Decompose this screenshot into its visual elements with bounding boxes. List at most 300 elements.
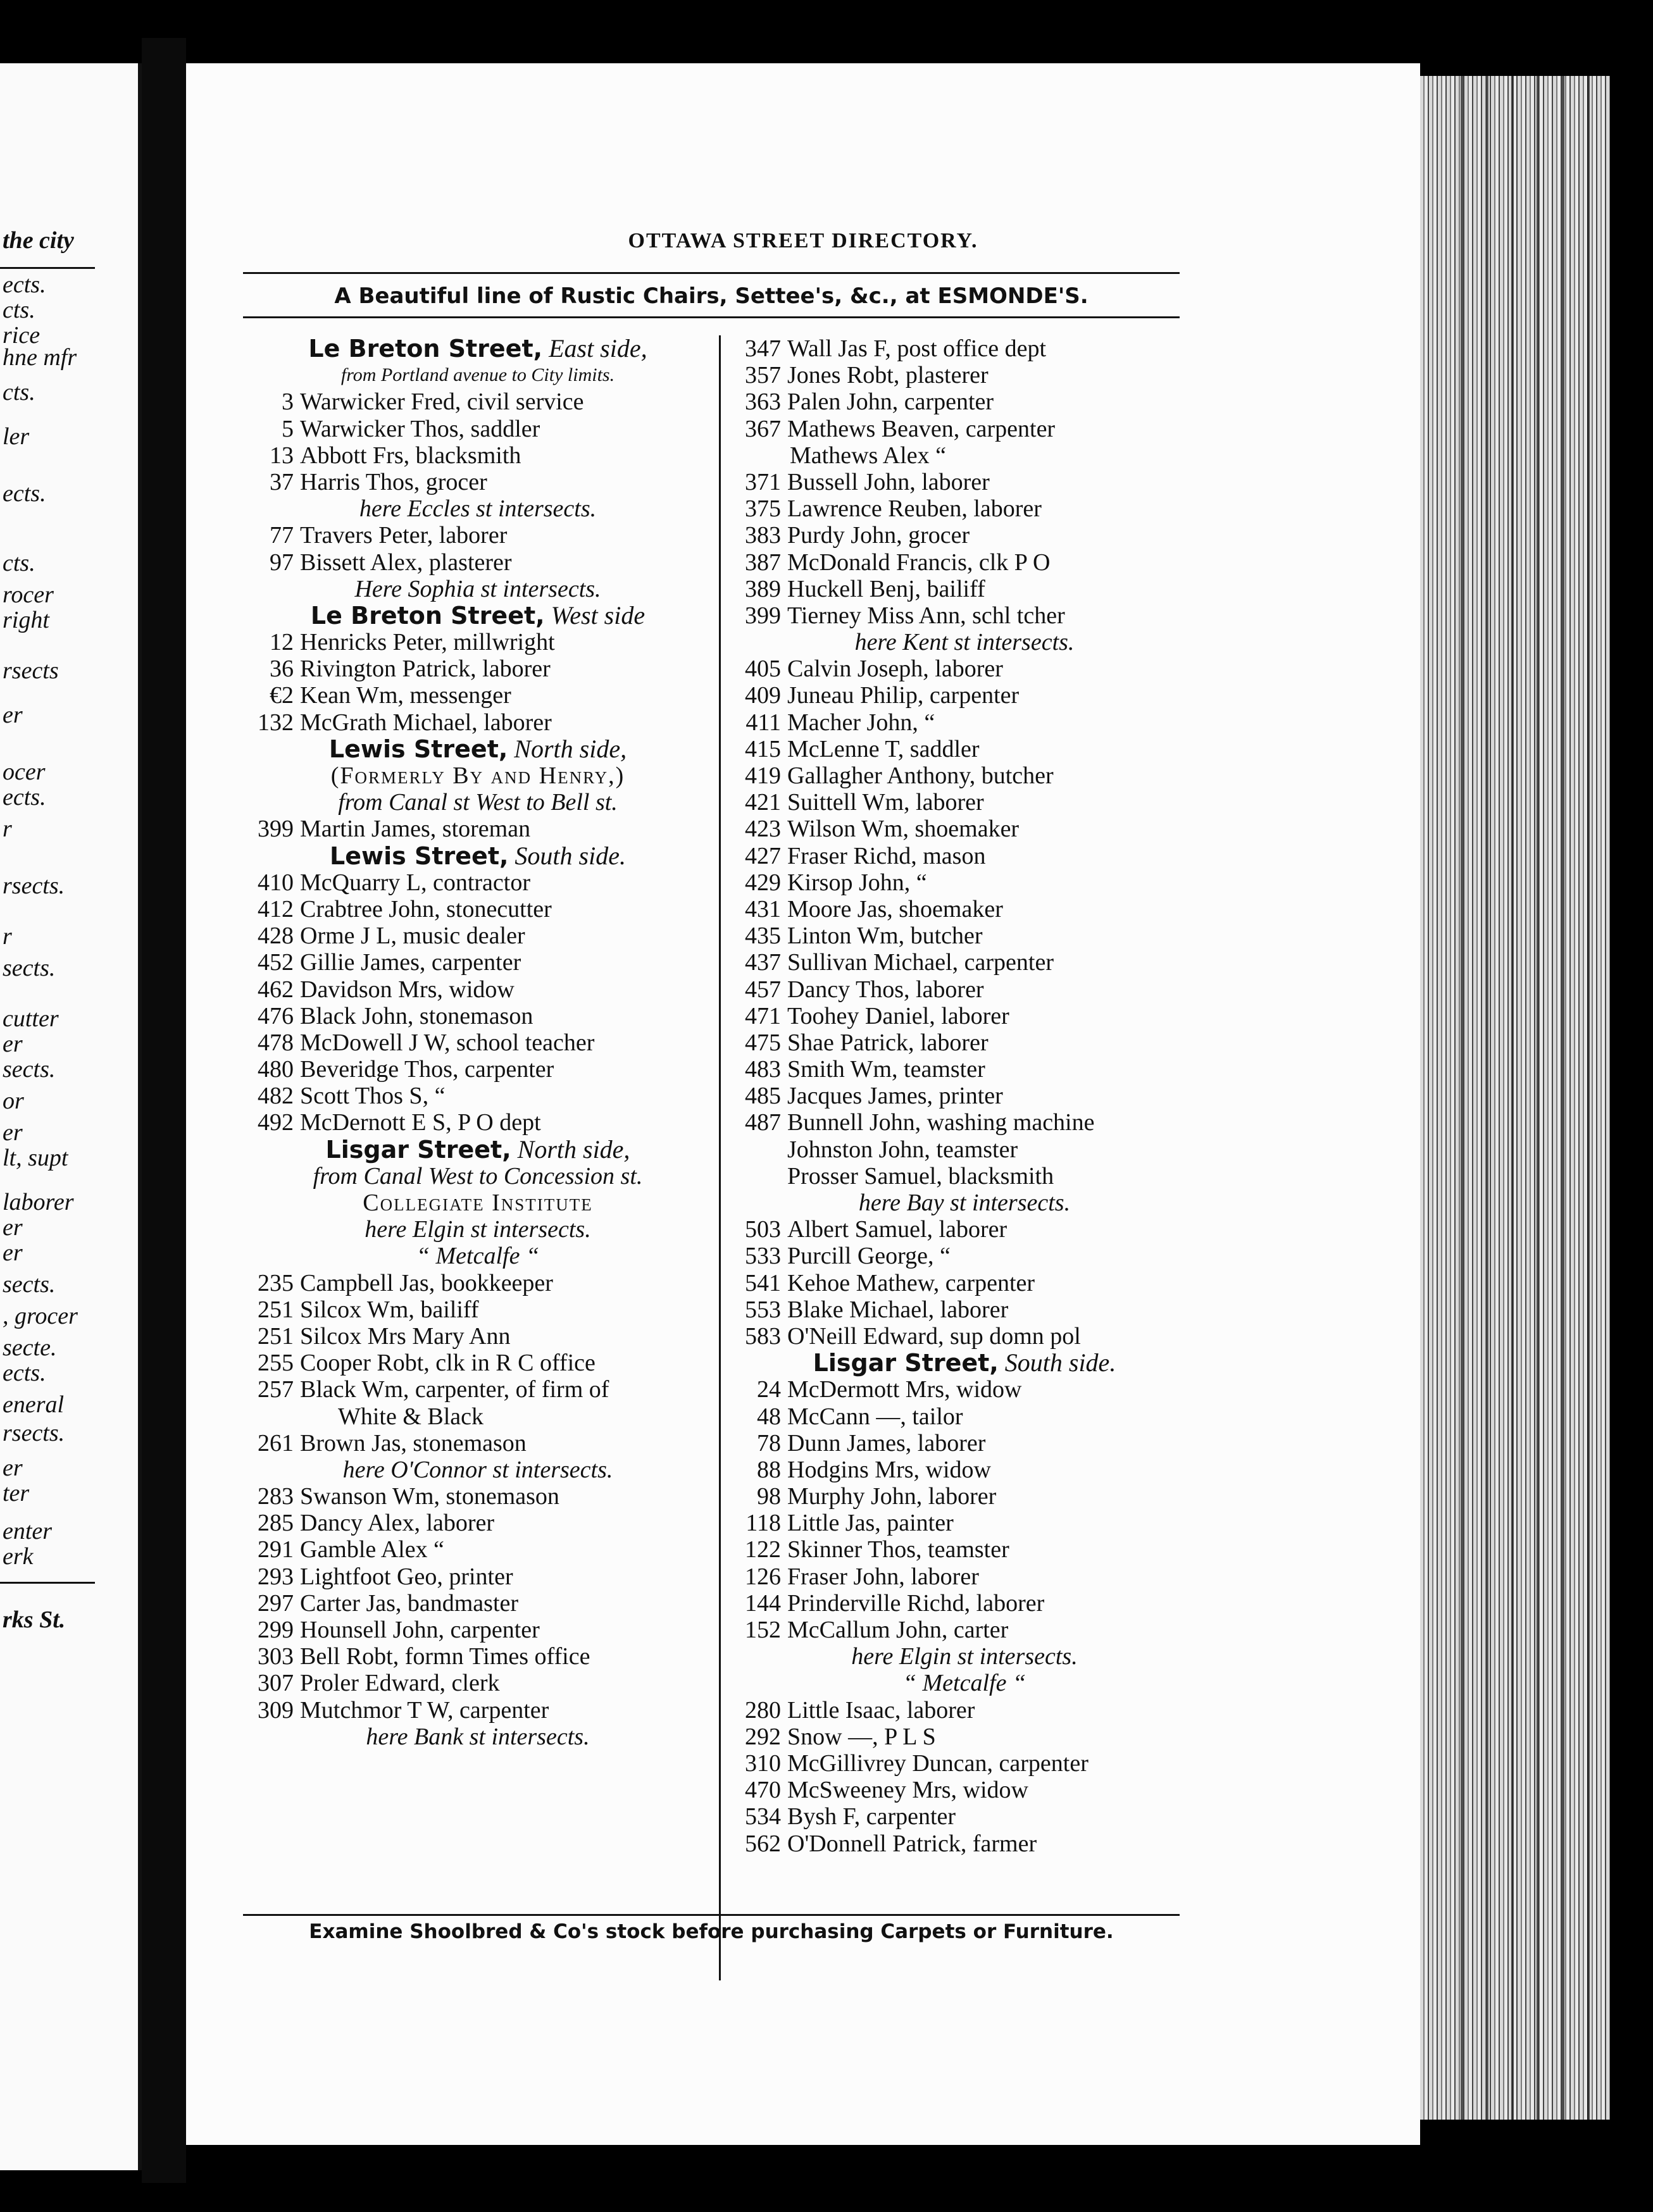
- house-number: 257: [258, 1376, 294, 1403]
- house-number: 251: [258, 1322, 294, 1350]
- directory-entry: [737, 682, 1192, 709]
- column-divider: [719, 335, 721, 1980]
- resident-entry: McSweeney Mrs, widow: [787, 1777, 1029, 1804]
- street-heading: [243, 1136, 713, 1163]
- directory-entry: [737, 1697, 1192, 1724]
- facing-page-fragment: rocer: [3, 581, 54, 608]
- street-extent: from Portland avenue to City limits.: [340, 364, 615, 386]
- directory-entry: [243, 1590, 713, 1617]
- intersection-note: “ Metcalfe “: [902, 1670, 1026, 1697]
- resident-entry: Rivington Patrick, laborer: [300, 656, 551, 683]
- facing-page-fragment: secte.: [3, 1334, 57, 1361]
- facing-page-fragment: er: [3, 702, 23, 728]
- facing-page-rule: [0, 1582, 95, 1584]
- intersection-note: here Bay st intersects.: [858, 1190, 1071, 1216]
- house-number: 487: [745, 1109, 781, 1136]
- house-number: 503: [745, 1216, 781, 1243]
- ad-bottom-rule: [243, 1914, 1180, 1916]
- resident-entry: McGrath Michael, laborer: [300, 709, 552, 736]
- directory-entry: [737, 949, 1192, 976]
- directory-entry: [243, 1323, 713, 1350]
- house-number: 363: [745, 388, 781, 416]
- resident-entry: Jones Robt, plasterer: [787, 362, 989, 389]
- directory-entry: [737, 869, 1192, 896]
- house-number: 383: [745, 522, 781, 549]
- directory-entry: [737, 789, 1192, 816]
- intersection-note: here Elgin st intersects.: [365, 1216, 591, 1243]
- street-side: South side.: [998, 1348, 1116, 1377]
- resident-entry: Mathews Beaven, carpenter: [787, 415, 1056, 442]
- house-number: 412: [258, 895, 294, 923]
- directory-entry: [737, 1483, 1192, 1510]
- house-number: 297: [258, 1589, 294, 1617]
- intersection-note: “ Metcalfe “: [416, 1243, 540, 1270]
- resident-entry: Orme J L, music dealer: [300, 923, 525, 950]
- street-heading: [243, 602, 713, 629]
- street-side: North side,: [508, 734, 627, 763]
- directory-entry: [737, 1457, 1192, 1483]
- house-number: 285: [258, 1510, 294, 1537]
- directory-entry: [737, 1323, 1192, 1350]
- intersection-note: Here Sophia st intersects.: [354, 575, 601, 602]
- intersection-note: here Kent st intersects.: [854, 629, 1075, 656]
- intersection-note: here Bank st intersects.: [366, 1723, 590, 1750]
- directory-entry: [737, 1270, 1192, 1296]
- directory-entry: [737, 1083, 1192, 1109]
- house-number: 419: [745, 762, 781, 789]
- house-number: 77: [270, 522, 294, 549]
- house-number: 389: [745, 575, 781, 602]
- house-number: 492: [258, 1109, 294, 1136]
- house-number: 48: [757, 1403, 781, 1430]
- house-number: 375: [745, 495, 781, 523]
- directory-entry: [243, 923, 713, 949]
- directory-entry: [243, 522, 713, 549]
- house-number: 307: [258, 1670, 294, 1697]
- facing-page-fragment: ter: [3, 1480, 30, 1507]
- resident-entry: Huckell Benj, bailiff: [787, 575, 985, 602]
- house-number: 88: [757, 1456, 781, 1483]
- house-number: 483: [745, 1056, 781, 1083]
- directory-entry: [737, 1136, 1192, 1163]
- resident-entry: Crabtree John, stonecutter: [300, 895, 552, 923]
- directory-page: [186, 63, 1420, 2145]
- house-number: 480: [258, 1056, 294, 1083]
- intersection-note: here O'Connor st intersects.: [342, 1456, 613, 1483]
- facing-page-fragment: ler: [3, 423, 30, 450]
- resident-entry: Blake Michael, laborer: [787, 1296, 1009, 1323]
- resident-entry: Kehoe Mathew, carpenter: [787, 1269, 1035, 1296]
- resident-entry: Fraser John, laborer: [787, 1563, 979, 1590]
- street-heading: [737, 1350, 1192, 1376]
- resident-entry: Gillie James, carpenter: [300, 949, 521, 976]
- resident-entry: Lawrence Reuben, laborer: [787, 495, 1042, 523]
- house-number: 410: [258, 869, 294, 896]
- directory-entry: [243, 976, 713, 1003]
- resident-entry: Davidson Mrs, widow: [300, 976, 515, 1003]
- house-number: 553: [745, 1296, 781, 1323]
- directory-entry: [737, 923, 1192, 949]
- directory-entry: [243, 1056, 713, 1083]
- resident-entry: Dancy Thos, laborer: [787, 976, 984, 1003]
- house-number: 251: [258, 1296, 294, 1323]
- facing-page-fragment: ocer: [3, 759, 46, 785]
- house-number: 475: [745, 1029, 781, 1056]
- house-number: 235: [258, 1269, 294, 1296]
- book-gutter: [142, 38, 186, 2183]
- facing-page-fragment: er: [3, 1119, 23, 1146]
- facing-page-fragment: er: [3, 1214, 23, 1241]
- directory-entry: [243, 896, 713, 923]
- resident-entry: Swanson Wm, stonemason: [300, 1483, 559, 1510]
- directory-entry: [243, 416, 713, 442]
- resident-entry: Moore Jas, shoemaker: [787, 895, 1003, 923]
- directory-entry: [737, 1510, 1192, 1536]
- house-number: 13: [270, 442, 294, 469]
- directory-column-left: [243, 335, 713, 1750]
- directory-entry: [243, 1563, 713, 1590]
- resident-entry: Cooper Robt, clk in R C office: [300, 1350, 596, 1377]
- resident-entry: Fraser Richd, mason: [787, 842, 986, 869]
- house-number: 427: [745, 842, 781, 869]
- facing-page-fragment: rsects: [3, 657, 59, 684]
- resident-entry: Prinderville Richd, laborer: [787, 1589, 1045, 1617]
- street-heading: [243, 335, 713, 362]
- resident-entry: O'Donnell Patrick, farmer: [787, 1830, 1037, 1857]
- facing-page-fragment: ects.: [3, 271, 46, 298]
- directory-entry: [243, 1083, 713, 1109]
- house-number: 367: [745, 415, 781, 442]
- street-route: from Canal st West to Bell st.: [338, 789, 618, 816]
- directory-entry: [737, 1536, 1192, 1563]
- house-number: 293: [258, 1563, 294, 1590]
- facing-page-fragment: cts.: [3, 297, 35, 323]
- entry-continuation: Mathews Alex “: [790, 442, 946, 469]
- house-number: 409: [745, 682, 781, 709]
- directory-entry: [243, 1617, 713, 1643]
- resident-entry: Dancy Alex, laborer: [300, 1510, 495, 1537]
- directory-entry: [243, 1350, 713, 1376]
- directory-entry: [243, 388, 713, 415]
- house-number: 387: [745, 549, 781, 576]
- house-number: 437: [745, 949, 781, 976]
- house-number: 347: [745, 335, 781, 362]
- house-number: 482: [258, 1083, 294, 1110]
- directory-entry: [737, 335, 1192, 362]
- resident-entry: Little Isaac, laborer: [787, 1696, 975, 1724]
- facing-page-fragment: hne mfr: [3, 344, 77, 371]
- directory-entry: [737, 896, 1192, 923]
- house-number: 36: [270, 656, 294, 683]
- street-heading: [243, 843, 713, 869]
- facing-page-fragment: cts.: [3, 550, 35, 576]
- facing-page-fragment: er: [3, 1031, 23, 1057]
- house-number: 310: [745, 1749, 781, 1777]
- facing-page-fragment: rks St.: [3, 1606, 66, 1633]
- resident-entry: Carter Jas, bandmaster: [300, 1589, 519, 1617]
- page-header: OTTAWA STREET DIRECTORY.: [628, 229, 978, 252]
- resident-entry: Suittell Wm, laborer: [787, 789, 984, 816]
- resident-entry: Hounsell John, carpenter: [300, 1617, 540, 1643]
- house-number: 471: [745, 1002, 781, 1029]
- directory-entry: [737, 388, 1192, 415]
- header-rule: [243, 272, 1180, 274]
- directory-entry: [737, 1163, 1192, 1190]
- house-number: 431: [745, 895, 781, 923]
- directory-entry: [737, 1003, 1192, 1029]
- house-number: 485: [745, 1083, 781, 1110]
- resident-entry: Tierney Miss Ann, schl tcher: [787, 602, 1065, 629]
- street-name: Lisgar Street,: [813, 1349, 999, 1377]
- street-side: South side.: [508, 841, 626, 870]
- street-heading: [243, 736, 713, 762]
- facing-page-fragment: the city: [3, 227, 74, 254]
- house-number: 399: [258, 816, 294, 843]
- facing-page-fragment: ects.: [3, 1360, 46, 1386]
- resident-entry: Sullivan Michael, carpenter: [787, 949, 1054, 976]
- directory-entry: [737, 1430, 1192, 1457]
- resident-entry: Purcill George, “: [787, 1243, 951, 1270]
- house-number: 280: [745, 1696, 781, 1724]
- page-edges-shadow: [1449, 63, 1601, 2139]
- house-number: 429: [745, 869, 781, 896]
- street-name: Lewis Street,: [328, 735, 508, 763]
- house-number: 299: [258, 1617, 294, 1643]
- resident-entry: Lightfoot Geo, printer: [300, 1563, 513, 1590]
- directory-entry: [737, 1617, 1192, 1643]
- directory-entry: [737, 602, 1192, 629]
- house-number: 283: [258, 1483, 294, 1510]
- directory-entry: [737, 549, 1192, 576]
- house-number: 421: [745, 789, 781, 816]
- resident-entry: Dunn James, laborer: [787, 1429, 986, 1457]
- facing-page-fragment: enter: [3, 1518, 53, 1544]
- resident-entry: Bussell John, laborer: [787, 468, 990, 495]
- directory-entry: [737, 362, 1192, 388]
- directory-entry: [737, 522, 1192, 549]
- directory-entry: [243, 469, 713, 495]
- house-number: 144: [745, 1589, 781, 1617]
- resident-entry: McLenne T, saddler: [787, 735, 980, 762]
- resident-entry: Jacques James, printer: [787, 1083, 1003, 1110]
- house-number: 255: [258, 1350, 294, 1377]
- directory-entry: [243, 1430, 713, 1457]
- directory-entry: [243, 1697, 713, 1724]
- resident-entry: McCann —, tailor: [787, 1403, 963, 1430]
- intersection-note: here Elgin st intersects.: [851, 1643, 1078, 1670]
- street-route: from Canal West to Concession st.: [313, 1162, 643, 1190]
- resident-entry: Bell Robt, formn Times office: [300, 1643, 590, 1670]
- facing-page-fragment: rice: [3, 322, 41, 349]
- house-number: 97: [270, 549, 294, 576]
- resident-entry: Beveridge Thos, carpenter: [300, 1056, 554, 1083]
- house-number: 309: [258, 1696, 294, 1724]
- directory-column-right: [737, 335, 1192, 1857]
- directory-entry: [243, 549, 713, 576]
- resident-entry: Johnston John, teamster: [787, 1136, 1018, 1163]
- house-number: 533: [745, 1243, 781, 1270]
- house-number: 37: [270, 468, 294, 495]
- directory-entry: [243, 1003, 713, 1029]
- facing-page-fragment: sects.: [3, 1271, 56, 1298]
- house-number: 470: [745, 1777, 781, 1804]
- resident-entry: Purdy John, grocer: [787, 522, 970, 549]
- resident-entry: Wilson Wm, shoemaker: [787, 816, 1020, 843]
- resident-entry: Harris Thos, grocer: [300, 468, 487, 495]
- house-number: 541: [745, 1269, 781, 1296]
- facing-page-fragment: rsects.: [3, 1420, 65, 1446]
- directory-entry: [243, 869, 713, 896]
- resident-entry: Toohey Daniel, laborer: [787, 1002, 1009, 1029]
- directory-entry: [737, 1243, 1192, 1269]
- house-number: 24: [757, 1376, 781, 1403]
- resident-entry: Warwicker Thos, saddler: [300, 415, 540, 442]
- directory-entry: [737, 495, 1192, 522]
- directory-entry: [737, 1109, 1192, 1136]
- resident-entry: McQuarry L, contractor: [300, 869, 531, 896]
- directory-entry: [243, 1376, 713, 1403]
- directory-entry: [737, 1029, 1192, 1056]
- directory-entry: [243, 682, 713, 709]
- directory-entry: [737, 1750, 1192, 1777]
- facing-page-fragment: r: [3, 816, 12, 842]
- resident-entry: O'Neill Edward, sup domn pol: [787, 1322, 1081, 1350]
- resident-entry: Black John, stonemason: [300, 1002, 533, 1029]
- resident-entry: Wall Jas F, post office dept: [787, 335, 1047, 362]
- resident-entry: Macher John, “: [787, 709, 935, 736]
- house-number: 583: [745, 1322, 781, 1350]
- facing-page-fragment: laborer: [3, 1189, 74, 1215]
- facing-page-fragment: sects.: [3, 955, 56, 981]
- facing-page-fragment: eneral: [3, 1391, 65, 1418]
- house-number: 132: [258, 709, 294, 736]
- house-number: 462: [258, 976, 294, 1003]
- directory-entry: [243, 1510, 713, 1536]
- house-number: 98: [757, 1483, 781, 1510]
- facing-page-fragment: lt, supt: [3, 1145, 68, 1171]
- house-number: 292: [745, 1723, 781, 1750]
- directory-entry: [737, 1056, 1192, 1083]
- resident-entry: Albert Samuel, laborer: [787, 1216, 1007, 1243]
- resident-entry: Prosser Samuel, blacksmith: [787, 1162, 1054, 1190]
- facing-page-fragment: ects.: [3, 784, 46, 811]
- house-number: 428: [258, 923, 294, 950]
- directory-entry: [737, 1830, 1192, 1857]
- directory-entry: [243, 1109, 713, 1136]
- directory-entry: [243, 949, 713, 976]
- house-number: 399: [745, 602, 781, 629]
- directory-entry: [737, 1724, 1192, 1750]
- directory-entry: [243, 1029, 713, 1056]
- resident-entry: McDernott E S, P O dept: [300, 1109, 541, 1136]
- directory-entry: [243, 1643, 713, 1670]
- directory-entry: [737, 1777, 1192, 1803]
- resident-entry: Campbell Jas, bookkeeper: [300, 1269, 553, 1296]
- resident-entry: McGillivrey Duncan, carpenter: [787, 1749, 1088, 1777]
- resident-entry: McDermott Mrs, widow: [787, 1376, 1022, 1403]
- directory-entry: [737, 1296, 1192, 1323]
- caps-note: Collegiate Institute: [363, 1190, 593, 1216]
- house-number: 452: [258, 949, 294, 976]
- facing-page-fragment: cutter: [3, 1005, 59, 1032]
- street-name: Le Breton Street,: [310, 601, 545, 630]
- directory-entry: [243, 1483, 713, 1510]
- directory-entry: [737, 736, 1192, 762]
- resident-entry: Mutchmor T W, carpenter: [300, 1696, 549, 1724]
- street-side: North side,: [511, 1134, 630, 1164]
- house-number: 152: [745, 1617, 781, 1643]
- resident-entry: Travers Peter, laborer: [300, 522, 508, 549]
- directory-entry: [737, 469, 1192, 495]
- facing-page-fragment: or: [3, 1088, 24, 1114]
- facing-page-fragment: rsects.: [3, 873, 65, 899]
- resident-entry: McDowell J W, school teacher: [300, 1029, 595, 1056]
- resident-entry: Smith Wm, teamster: [787, 1056, 985, 1083]
- directory-entry: [737, 1403, 1192, 1430]
- house-number: 122: [745, 1536, 781, 1563]
- resident-entry: Skinner Thos, teamster: [787, 1536, 1009, 1563]
- house-number: 478: [258, 1029, 294, 1056]
- resident-entry: Henricks Peter, millwright: [300, 629, 555, 656]
- house-number: 371: [745, 468, 781, 495]
- facing-page-fragment: cts.: [3, 379, 35, 406]
- street-name: Lisgar Street,: [325, 1135, 511, 1164]
- house-number: €2: [270, 682, 294, 709]
- directory-entry: [243, 1536, 713, 1563]
- directory-entry: [737, 656, 1192, 682]
- directory-entry: [737, 762, 1192, 789]
- facing-page-fragment: sects.: [3, 1056, 56, 1083]
- house-number: 562: [745, 1830, 781, 1857]
- ad-top-rule: [243, 316, 1180, 318]
- resident-entry: Little Jas, painter: [787, 1510, 954, 1537]
- resident-entry: Snow —, P L S: [787, 1723, 936, 1750]
- directory-entry: [243, 629, 713, 656]
- resident-entry: Proler Edward, clerk: [300, 1670, 500, 1697]
- house-number: 411: [745, 709, 781, 736]
- directory-entry: [243, 656, 713, 682]
- directory-entry: [737, 816, 1192, 842]
- facing-page-fragment: ects.: [3, 480, 46, 507]
- house-number: 126: [745, 1563, 781, 1590]
- resident-entry: McDonald Francis, clk P O: [787, 549, 1051, 576]
- house-number: 5: [282, 415, 294, 442]
- resident-entry: Hodgins Mrs, widow: [787, 1456, 991, 1483]
- directory-entry: [737, 709, 1192, 736]
- resident-entry: Scott Thos S, “: [300, 1083, 446, 1110]
- directory-entry: [737, 843, 1192, 869]
- directory-entry: [243, 442, 713, 469]
- directory-entry: [737, 1563, 1192, 1590]
- house-number: 415: [745, 735, 781, 762]
- house-number: 457: [745, 976, 781, 1003]
- resident-entry: Silcox Wm, bailiff: [300, 1296, 479, 1323]
- directory-entry: [243, 816, 713, 842]
- directory-entry: [243, 1670, 713, 1696]
- house-number: 534: [745, 1803, 781, 1830]
- resident-entry: Murphy John, laborer: [787, 1483, 997, 1510]
- street-side: East side,: [542, 334, 647, 363]
- house-number: 12: [270, 629, 294, 656]
- resident-entry: Gallagher Anthony, butcher: [787, 762, 1054, 789]
- facing-page-rule: [0, 267, 95, 269]
- advertisement-bottom: Examine Shoolbred & Co's stock before purchasing Carpets or Furniture.: [309, 1920, 1114, 1943]
- resident-entry: Calvin Joseph, laborer: [787, 656, 1003, 683]
- resident-entry: Bunnell John, washing machine: [787, 1109, 1095, 1136]
- intersection-note: here Eccles st intersects.: [359, 495, 597, 523]
- resident-entry: Bissett Alex, plasterer: [300, 549, 512, 576]
- facing-page-fragment: right: [3, 607, 49, 633]
